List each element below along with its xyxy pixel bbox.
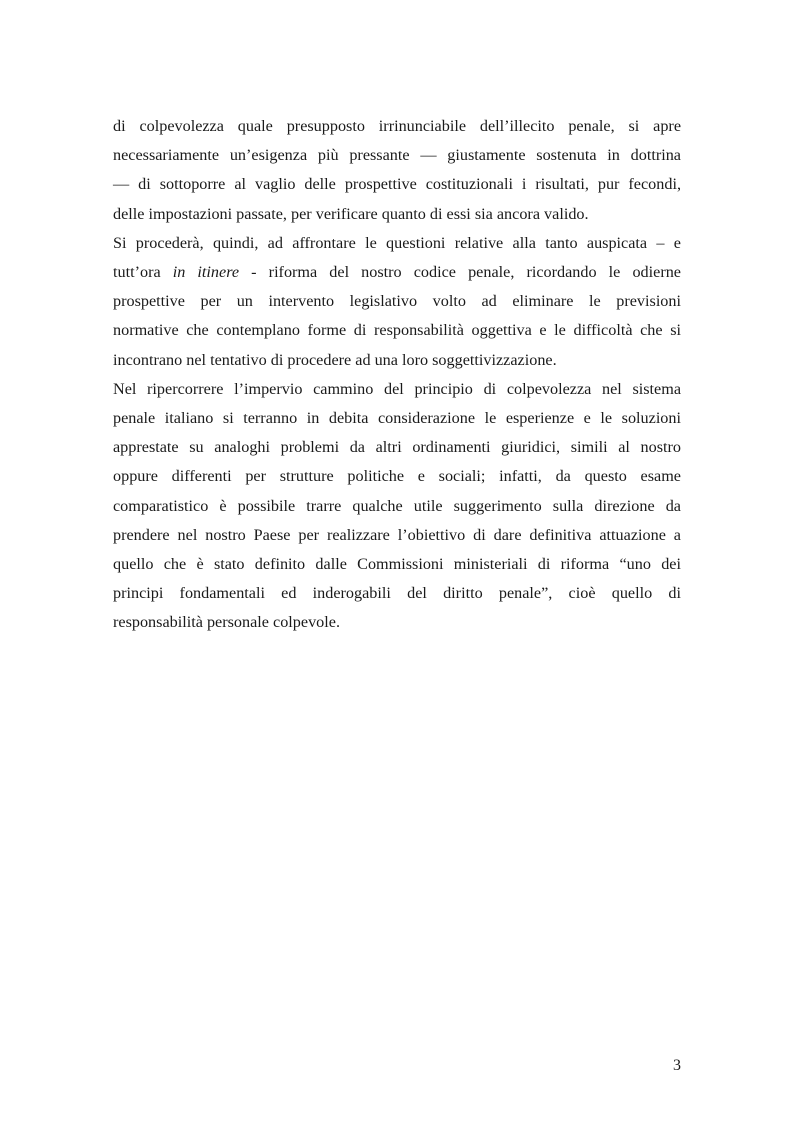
text-line: principi fondamentali ed inderogabili del diritto penale”, cioè quello di xyxy=(113,584,681,603)
text-line: Si procederà, quindi, ad affrontare le questioni relative alla tanto auspicata – e xyxy=(113,233,681,252)
page-number: 3 xyxy=(673,1057,681,1074)
paragraph-1 xyxy=(113,112,681,229)
text-run: tutt’ora xyxy=(113,263,173,282)
text-line: prendere nel nostro Paese per realizzare l’obiettivo di dare definitiva attuazione a xyxy=(113,525,681,544)
text-line: responsabilità personale colpevole. xyxy=(113,613,340,632)
text-line: di colpevolezza quale presupposto irrinunciabile dell’illecito penale, si apre xyxy=(113,117,681,135)
text-line: incontrano nel tentativo di procedere ad una loro soggettivizzazione. xyxy=(113,350,557,369)
text-line: apprestate su analoghi problemi da altri ordinamenti giuridici, simili al nostro xyxy=(113,438,681,457)
text-line: prospettive per un intervento legislativo volto ad eliminare le previsioni xyxy=(113,292,681,311)
text-line: Nel ripercorrere l’impervio cammino del principio di colpevolezza nel sistema xyxy=(113,379,681,398)
text-line: normative che contemplano forme di responsabilità oggettiva e le difficoltà che si xyxy=(113,321,681,340)
paragraph-3 xyxy=(113,375,681,638)
text-line: — di sottoporre al vaglio delle prospettive costituzionali i risultati, pur fecondi, xyxy=(113,175,681,194)
text-line: quello che è stato definito dalle Commissioni ministeriali di riforma “uno dei xyxy=(113,555,681,574)
text-line: delle impostazioni passate, per verificare quanto di essi sia ancora valido. xyxy=(113,204,589,223)
text-run: riforma del nostro codice penale, ricordando le odierne xyxy=(256,263,681,282)
italic-phrase: in itinere - xyxy=(172,263,257,282)
text-line-with-italic xyxy=(113,258,681,287)
text-line: penale italiano si terranno in debita considerazione le esperienze e le soluzioni xyxy=(113,409,681,428)
text-line: comparatistico è possibile trarre qualche utile suggerimento sulla direzione da xyxy=(113,496,681,515)
paragraph-2 xyxy=(113,229,681,375)
body-text xyxy=(113,112,681,638)
text-line: oppure differenti per strutture politiche e sociali; infatti, da questo esame xyxy=(113,467,681,486)
text-line: necessariamente un’esigenza più pressante — giustamente sostenuta in dottrina xyxy=(113,146,681,165)
